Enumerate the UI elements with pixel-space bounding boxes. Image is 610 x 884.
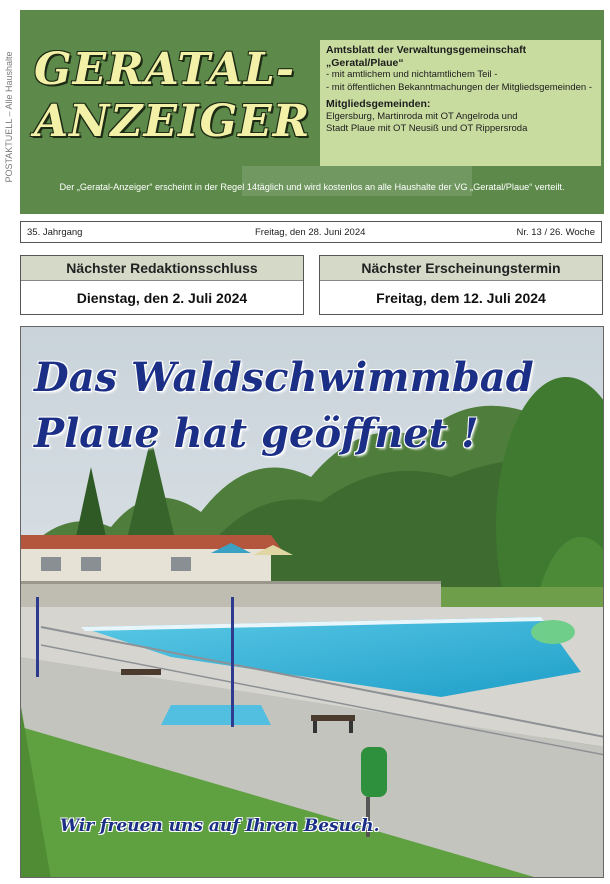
cover-headline-line-1: Das Waldschwimmbad (34, 354, 534, 401)
side-label-text: POSTAKTUELL – Alle Haushalte (4, 51, 14, 183)
deadline-date: Dienstag, den 2. Juli 2024 (76, 290, 248, 306)
issue-number: Nr. 13 / 26. Woche (516, 227, 595, 238)
info-vg-name: „Geratal/Plaue“ (326, 56, 404, 69)
deadline-box (20, 255, 304, 315)
masthead (20, 10, 604, 214)
issue-year: 35. Jahrgang (27, 227, 83, 238)
release-heading: Nächster Erscheinungstermin (320, 256, 602, 281)
cover-headline-line-2: Plaue hat geöffnet ! (34, 410, 479, 457)
logo-line-2: ANZEIGER (34, 96, 311, 147)
release-box (319, 255, 603, 315)
deadline-heading: Nächster Redaktionsschluss (21, 256, 303, 281)
side-label (0, 26, 16, 216)
info-box (320, 40, 601, 166)
info-line-2: - mit öffentlichen Bekanntmachungen der Mitgliedsgemeinden - (326, 81, 592, 93)
issue-bar (20, 221, 602, 243)
cover-tagline: Wir freuen uns auf Ihren Besuch. (60, 816, 380, 836)
info-title: Amtsblatt der Verwaltungsgemeinschaft (326, 44, 527, 56)
logo-line-1: GERATAL- (34, 44, 296, 95)
logo (34, 44, 310, 148)
info-line-1: - mit amtlichem und nichtamtlichem Teil - (326, 69, 498, 80)
distribution-notice: Der „Geratal-Anzeiger“ erscheint in der Regel 14täglich und wird kostenlos an alle Haushalte der VG „Geratal/Plaue“ verteilt. (59, 182, 565, 192)
info-members-line-1: Elgersburg, Martinroda mit OT Angelroda und (326, 110, 518, 122)
info-members-heading: Mitgliedsgemeinden: (326, 98, 431, 110)
cover-headline (34, 350, 534, 462)
info-members-line-2: Stadt Plaue mit OT Neusiß und OT Rippersroda (326, 123, 528, 134)
issue-date: Freitag, den 28. Juni 2024 (255, 227, 366, 238)
release-date: Freitag, dem 12. Juli 2024 (376, 290, 546, 306)
